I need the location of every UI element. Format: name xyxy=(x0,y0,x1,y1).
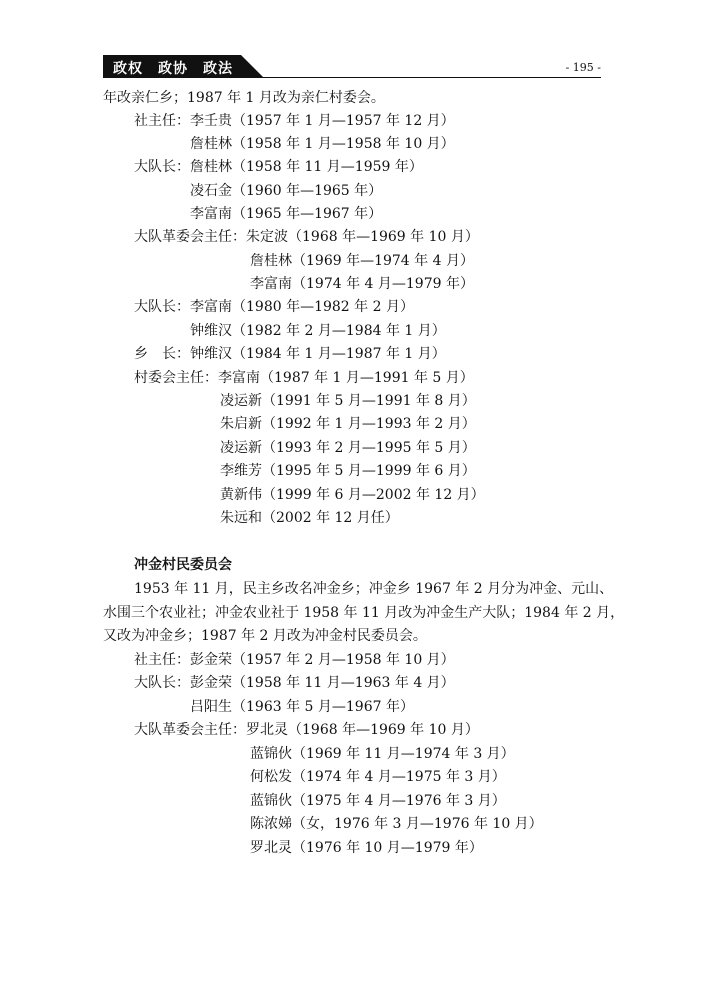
list-item: 村委会主任：李富南（1987 年 1 月—1991 年 5 月） xyxy=(134,370,474,386)
list-item: 詹桂林（1958 年 1 月—1958 年 10 月） xyxy=(190,136,455,152)
list-item: 凌运新（1993 年 2 月—1995 年 5 月） xyxy=(220,440,476,456)
list-item: 陈浓娣（女，1976 年 3 月—1976 年 10 月） xyxy=(250,816,543,832)
paragraph-line: 水围三个农业社；冲金农业社于 1958 年 11 月改为冲金生产大队；1984 年 2 月， xyxy=(103,605,625,621)
list-item: 凌石金（1960 年—1965 年） xyxy=(190,183,383,199)
list-item: 社主任：彭金荣（1957 年 2 月—1958 年 10 月） xyxy=(134,652,455,668)
list-item: 大队长：詹桂林（1958 年 11 月—1959 年） xyxy=(134,159,423,175)
list-item: 詹桂林（1969 年—1974 年 4 月） xyxy=(250,253,474,269)
list-item: 李维芳（1995 年 5 月—1999 年 6 月） xyxy=(220,463,476,479)
section-heading: 冲金村民委员会 xyxy=(134,557,232,573)
intro-line: 年改亲仁乡；1987 年 1 月改为亲仁村委会。 xyxy=(103,90,385,106)
list-item: 李富南（1965 年—1967 年） xyxy=(190,206,383,222)
list-item: 大队革委会主任：罗北灵（1968 年—1969 年 10 月） xyxy=(134,722,479,738)
list-item: 大队革委会主任：朱定波（1968 年—1969 年 10 月） xyxy=(134,229,479,245)
list-item: 钟维汉（1982 年 2 月—1984 年 1 月） xyxy=(190,323,446,339)
list-item: 罗北灵（1976 年 10 月—1979 年） xyxy=(250,840,483,856)
list-item: 吕阳生（1963 年 5 月—1967 年） xyxy=(190,699,414,715)
list-item: 何松发（1974 年 4 月—1975 年 3 月） xyxy=(250,769,506,785)
list-item: 大队长：李富南（1980 年—1982 年 2 月） xyxy=(134,299,414,315)
paragraph-line: 又改为冲金乡；1987 年 2 月改为冲金村民委员会。 xyxy=(103,628,427,644)
list-item: 凌运新（1991 年 5 月—1991 年 8 月） xyxy=(220,393,476,409)
list-item: 朱启新（1992 年 1 月—1993 年 2 月） xyxy=(220,416,476,432)
list-item: 大队长：彭金荣（1958 年 11 月—1963 年 4 月） xyxy=(134,675,455,691)
chapter-title: 政权 政协 政法 xyxy=(113,61,233,77)
list-item: 李富南（1974 年 4 月—1979 年） xyxy=(250,276,474,292)
header-tab xyxy=(103,55,263,79)
list-item: 蓝锦伙（1969 年 11 月—1974 年 3 月） xyxy=(250,746,515,762)
list-item: 社主任：李壬贵（1957 年 1 月—1957 年 12 月） xyxy=(134,113,455,129)
page-header xyxy=(103,55,601,81)
paragraph-line: 1953 年 11 月，民主乡改名冲金乡；冲金乡 1967 年 2 月分为冲金、元山、 xyxy=(134,581,614,597)
list-item: 蓝锦伙（1975 年 4 月—1976 年 3 月） xyxy=(250,793,506,809)
list-item: 朱远和（2002 年 12 月任） xyxy=(220,510,399,526)
page-number: - 195 - xyxy=(565,61,601,74)
list-item: 乡 长：钟维汉（1984 年 1 月—1987 年 1 月） xyxy=(134,346,446,362)
list-item: 黄新伟（1999 年 6 月—2002 年 12 月） xyxy=(220,487,485,503)
